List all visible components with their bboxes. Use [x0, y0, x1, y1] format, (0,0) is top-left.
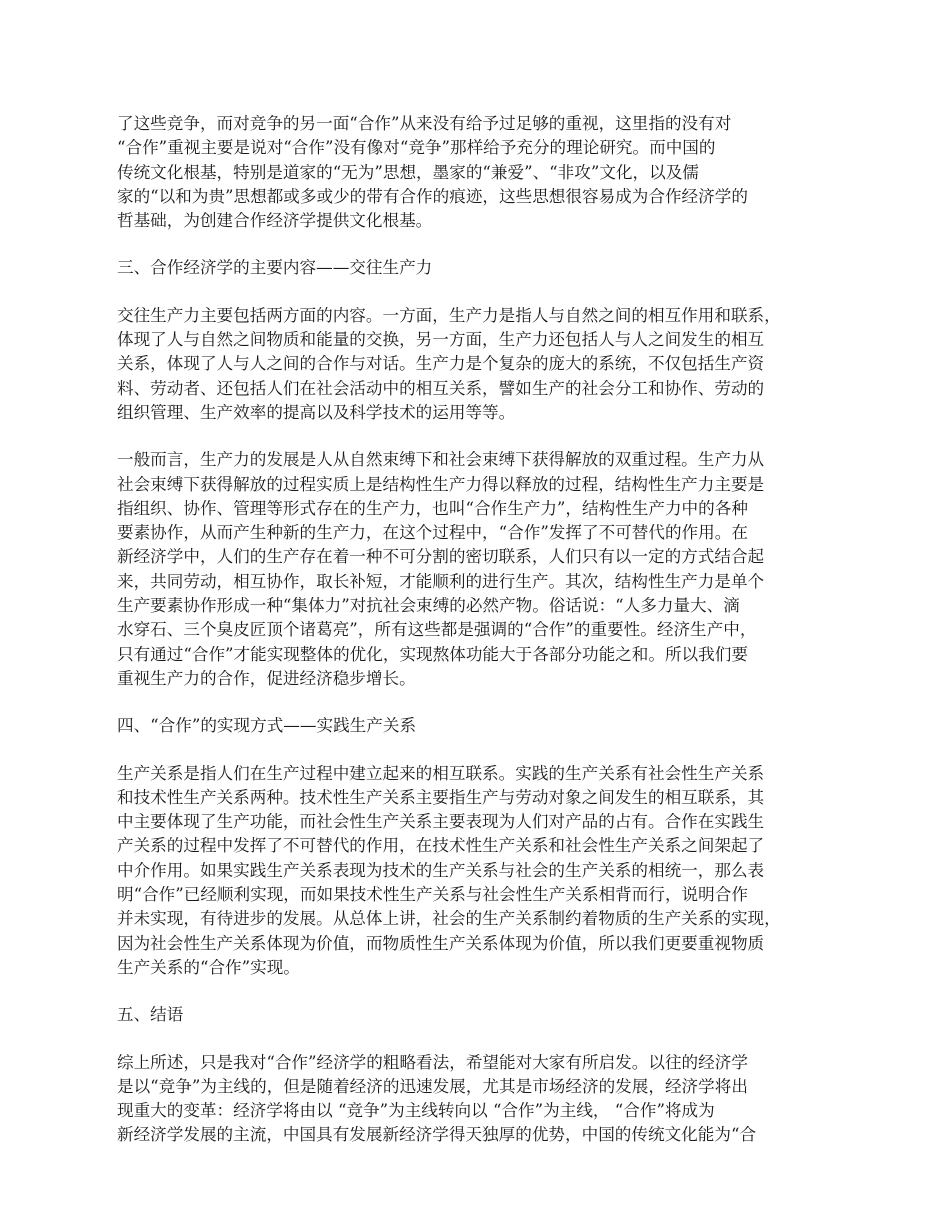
paragraph-production-relations: 生产关系是指人们在生产过程中建立起来的相互联系。实践的生产关系有社会性生产关系 和技术性生产关系两种。技术性生产关系主要指生产与劳动对象之间发生的相互联系，其 中主要体现了生产功能，而社会性生产关系主要表现为人们对产品的占有。合作在实践生 产关系的过程中发挥了不可替代的作用，在技术性生产关系和社会性生产关系之间架起了 中介作用。如果实践生产关系表现为技术的生产关系与社会的生产关系的相统一，那么表 明“合作”已经顺利实现，而如果技术性生产关系与社会性生产关系相背而行，说明合作 并未实现，有待进步的发展。从总体上讲，社会的生产关系制约着物质的生产关系的实现， 因为社会性生产关系体现为价值，而物质性生产关系体现为价值，所以我们更要重视物质 生产关系的“合作”实现。 [117, 763, 781, 977]
document-page [117, 112, 845, 1171]
paragraph-structural-productivity: 一般而言，生产力的发展是人从自然束缚下和社会束缚下获得解放的双重过程。生产力从 社会束缚下获得解放的过程实质上是结构性生产力得以释放的过程，结构性生产力主要是 指组织、协作、管理等形式存在的生产力，也叫“合作生产力”，结构性生产力中的各种 要素协作，从而产生种新的生产力，在这个过程中，“合作”发挥了不可替代的作用。在 新经济学中，人们的生产存在着一种不可分割的密切联系，人们只有以一定的方式结合起 来，共同劳动，相互协作，取长补短，才能顺利的进行生产。其次，结构性生产力是单个 生产要素协作形成一种“集体力”对抗社会束缚的必然产物。俗话说：“人多力量大、滴 水穿石、三个臭皮匠顶个诸葛亮”，所有这些都是强调的“合作”的重要性。经济生产中， 只有通过“合作”才能实现整体的优化，实现熬体功能大于各部分功能之和。所以我们要 重视生产力的合作，促进经济稳步增长。 [117, 450, 765, 688]
paragraph-traditional-culture-basis: 了这些竞争，而对竞争的另一面“合作”从来没有给予过足够的重视，这里指的没有对 “合作”重视主要是说对“合作”没有像对“竞争”那样给予充分的理论研究。而中国的 传统文化根基，特别是道家的“无为”思想，墨家的“兼爱”、“非攻”文化，以及儒 家的“以和为贵”思想都或多或少的带有合作的痕迹，这些思想很容易成为合作经济学的 哲基础，为创建合作经济学提供文化根基。 [117, 114, 748, 231]
section-heading-4: 四、“合作”的实现方式——实践生产关系 [117, 716, 417, 736]
paragraph-interactive-productivity: 交往生产力主要包括两方面的内容。一方面，生产力是指人与自然之间的相互作用和联系， 体现了人与自然之间物质和能量的交换，另一方面，生产力还包括人与人之间发生的相互 关系，体现了人与人之间的合作与对话。生产力是个复杂的庞大的系统，不仅包括生产资 料、劳动者、还包括人们在社会活动中的相互关系，譬如生产的社会分工和协作、劳动的 组织管理、生产效率的提高以及科学技术的运用等等。 [117, 305, 781, 422]
paragraph-conclusion: 综上所述，只是我对“合作”经济学的粗略看法，希望能对大家有所启发。以往的经济学 是以“竞争”为主线的，但是随着经济的迅速发展，尤其是市场经济的发展，经济学将出 现重大的变革：经济学将由以 “竞争”为主线转向以 “合作”为主线， “合作”将成为 新经济学发展的主流，中国具有发展新经济学得天独厚的优势，中国的传统文化能为“合 [117, 1052, 757, 1145]
section-heading-3: 三、合作经济学的主要内容——交往生产力 [117, 258, 433, 278]
section-heading-5: 五、结语 [117, 1005, 184, 1025]
